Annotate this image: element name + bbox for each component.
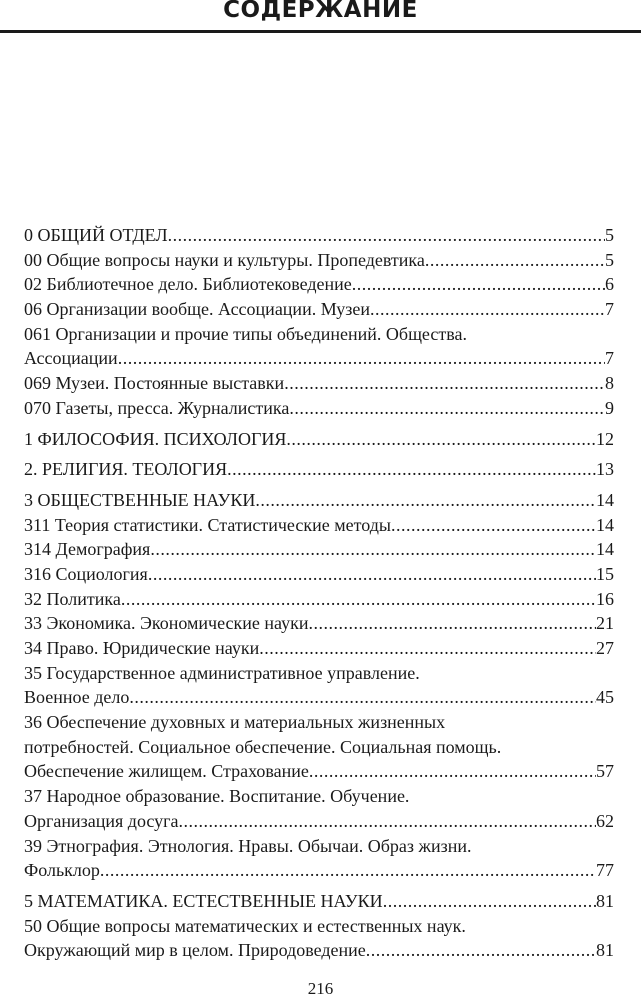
toc-entry-page: 9 (605, 397, 614, 418)
toc-entry-line (24, 636, 614, 661)
toc-entry-title: 069 Музеи. Постоянные выставки (24, 373, 285, 394)
toc-entry-line (24, 889, 614, 914)
toc-entry[interactable] (24, 457, 614, 482)
toc-entry-title: 37 Народное образование. Воспитание. Обучение. (24, 786, 410, 807)
page-title: СОДЕРЖАНИЕ (223, 0, 418, 23)
toc-entry-page: 62 (596, 810, 614, 831)
toc-entry-title: 32 Политика (24, 588, 121, 609)
toc-entry[interactable] (24, 784, 614, 833)
toc-entry-line (24, 346, 614, 371)
toc-entry[interactable] (24, 488, 614, 513)
dot-leader (366, 938, 596, 963)
toc-entry-title: Организация досуга (24, 810, 179, 831)
dot-leader (352, 272, 605, 297)
toc-entry-page: 15 (596, 563, 614, 584)
toc-entry[interactable] (24, 587, 614, 612)
toc-entry-page: 8 (605, 373, 614, 394)
toc-entry-page: 27 (596, 638, 614, 658)
toc-entry-line (24, 661, 614, 686)
toc-entry-page: 14 (596, 489, 614, 510)
toc-entry-title: 50 Общие вопросы математических и естественных наук. (24, 915, 466, 936)
dot-leader (148, 562, 596, 587)
dot-leader (309, 759, 596, 784)
toc-entry[interactable] (24, 914, 614, 963)
dot-leader (168, 223, 605, 248)
toc-entry-line (24, 611, 614, 636)
toc-entry-page: 16 (596, 588, 614, 609)
toc-entry[interactable] (24, 322, 614, 371)
toc-entry-line (24, 735, 614, 760)
dot-leader (150, 537, 596, 562)
toc-entry[interactable] (24, 710, 614, 784)
toc-entry-line (24, 914, 614, 939)
toc-entry-line (24, 537, 614, 562)
toc-entry-line (24, 513, 614, 538)
toc-entry[interactable] (24, 834, 614, 883)
toc-entry[interactable] (24, 513, 614, 538)
page-number: 216 (307, 979, 334, 998)
toc-entry-page: 7 (605, 348, 614, 369)
toc-group (24, 427, 614, 452)
dot-leader (308, 611, 596, 636)
toc-entry-line (24, 938, 614, 963)
toc-entry-page: 7 (605, 299, 614, 320)
table-of-contents (24, 223, 614, 963)
toc-entry-title: 33 Экономика. Экономические науки (24, 613, 309, 634)
toc-entry-title: потребностей. Социальное обеспечение. Социальная помощь. (24, 736, 502, 757)
toc-entry-title: Фольклор (24, 860, 100, 881)
dot-leader (255, 488, 596, 513)
toc-entry-page: 6 (605, 274, 614, 295)
toc-entry-page: 77 (596, 860, 614, 881)
toc-entry-page: 14 (596, 539, 614, 560)
toc-entry-line (24, 297, 614, 322)
toc-entry-line (24, 562, 614, 587)
dot-leader (100, 858, 596, 883)
toc-entry-title: 34 Право. Юридические науки (24, 638, 260, 658)
toc-entry-line (24, 587, 614, 612)
toc-entry-title: 5 МАТЕМАТИКА. ЕСТЕСТВЕННЫЕ НАУКИ (24, 890, 383, 911)
toc-entry-line (24, 248, 614, 273)
toc-entry-page: 45 (596, 687, 614, 708)
toc-entry[interactable] (24, 889, 614, 914)
toc-entry-title: 3 ОБЩЕСТВЕННЫЕ НАУКИ (24, 489, 256, 510)
toc-entry-title: 061 Организации и прочие типы объединений. Общества. (24, 323, 467, 344)
toc-entry-title: 06 Организации вообще. Ассоциации. Музеи (24, 299, 370, 320)
dot-leader (121, 587, 596, 612)
toc-entry-line (24, 427, 614, 452)
toc-entry-title: 1 ФИЛОСОФИЯ. ПСИХОЛОГИЯ (24, 428, 287, 449)
toc-entry-line (24, 223, 614, 248)
dot-leader (425, 248, 605, 273)
toc-entry-page: 21 (596, 613, 614, 634)
dot-leader (370, 297, 605, 322)
toc-entry-line (24, 834, 614, 859)
toc-entry-line (24, 488, 614, 513)
toc-entry-title: 070 Газеты, пресса. Журналистика (24, 397, 290, 418)
toc-entry-line (24, 784, 614, 809)
toc-entry[interactable] (24, 562, 614, 587)
toc-entry[interactable] (24, 636, 614, 661)
toc-entry-title: 36 Обеспечение духовных и материальных жизненных (24, 712, 446, 733)
toc-entry[interactable] (24, 248, 614, 273)
toc-entry-title: 35 Государственное административное управление. (24, 662, 420, 683)
toc-entry-page: 14 (596, 514, 614, 535)
toc-entry[interactable] (24, 371, 614, 396)
toc-entry[interactable] (24, 611, 614, 636)
toc-group (24, 889, 614, 963)
toc-entry-title: Военное дело (24, 687, 130, 708)
dot-leader (391, 513, 596, 538)
toc-entry[interactable] (24, 223, 614, 248)
toc-entry-line (24, 759, 614, 784)
dot-leader (118, 346, 605, 371)
toc-entry-title: 2. РЕЛИГИЯ. ТЕОЛОГИЯ (24, 459, 228, 480)
toc-entry-line (24, 272, 614, 297)
dot-leader (286, 427, 596, 452)
toc-entry-line (24, 371, 614, 396)
toc-entry-page: 5 (605, 249, 614, 270)
toc-entry-line (24, 858, 614, 883)
toc-entry-line (24, 322, 614, 347)
toc-entry-line (24, 710, 614, 735)
toc-entry-line (24, 809, 614, 834)
toc-entry[interactable] (24, 297, 614, 322)
header-rule (0, 30, 641, 33)
toc-entry-line (24, 457, 614, 482)
toc-group (24, 488, 614, 883)
toc-entry-title: 316 Социология (24, 563, 148, 584)
toc-entry-page: 81 (596, 940, 614, 961)
toc-entry-page: 13 (596, 459, 614, 480)
dot-leader (284, 371, 605, 396)
toc-entry[interactable] (24, 427, 614, 452)
toc-entry-title: 02 Библиотечное дело. Библиотековедение (24, 274, 352, 295)
toc-group (24, 223, 614, 421)
toc-entry[interactable] (24, 661, 614, 710)
toc-entry-page: 57 (596, 761, 614, 782)
dot-leader (259, 636, 596, 661)
toc-entry-title: Ассоциации (24, 348, 118, 369)
toc-entry[interactable] (24, 537, 614, 562)
toc-entry-title: Обеспечение жилищем. Страхование (24, 761, 309, 782)
toc-entry-page: 81 (596, 890, 614, 911)
toc-entry-title: 314 Демография (24, 539, 151, 560)
toc-entry[interactable] (24, 396, 614, 421)
dot-leader (129, 685, 596, 710)
toc-entry-title: 00 Общие вопросы науки и культуры. Пропедевтика (24, 249, 425, 270)
dot-leader (289, 396, 605, 421)
toc-entry-page: 5 (605, 225, 614, 245)
toc-entry-title: Окружающий мир в целом. Природоведение (24, 940, 366, 961)
toc-entry-title: 311 Теория статистики. Статистические методы (24, 514, 391, 535)
toc-entry-title: 0 ОБЩИЙ ОТДЕЛ (24, 225, 168, 245)
dot-leader (227, 457, 596, 482)
toc-entry-page: 12 (596, 428, 614, 449)
toc-group (24, 457, 614, 482)
dot-leader (179, 809, 596, 834)
toc-entry-title: 39 Этнография. Этнология. Нравы. Обычаи. Образ жизни. (24, 835, 472, 856)
toc-entry-line (24, 685, 614, 710)
toc-entry-line (24, 396, 614, 421)
dot-leader (383, 889, 596, 914)
toc-entry[interactable] (24, 272, 614, 297)
